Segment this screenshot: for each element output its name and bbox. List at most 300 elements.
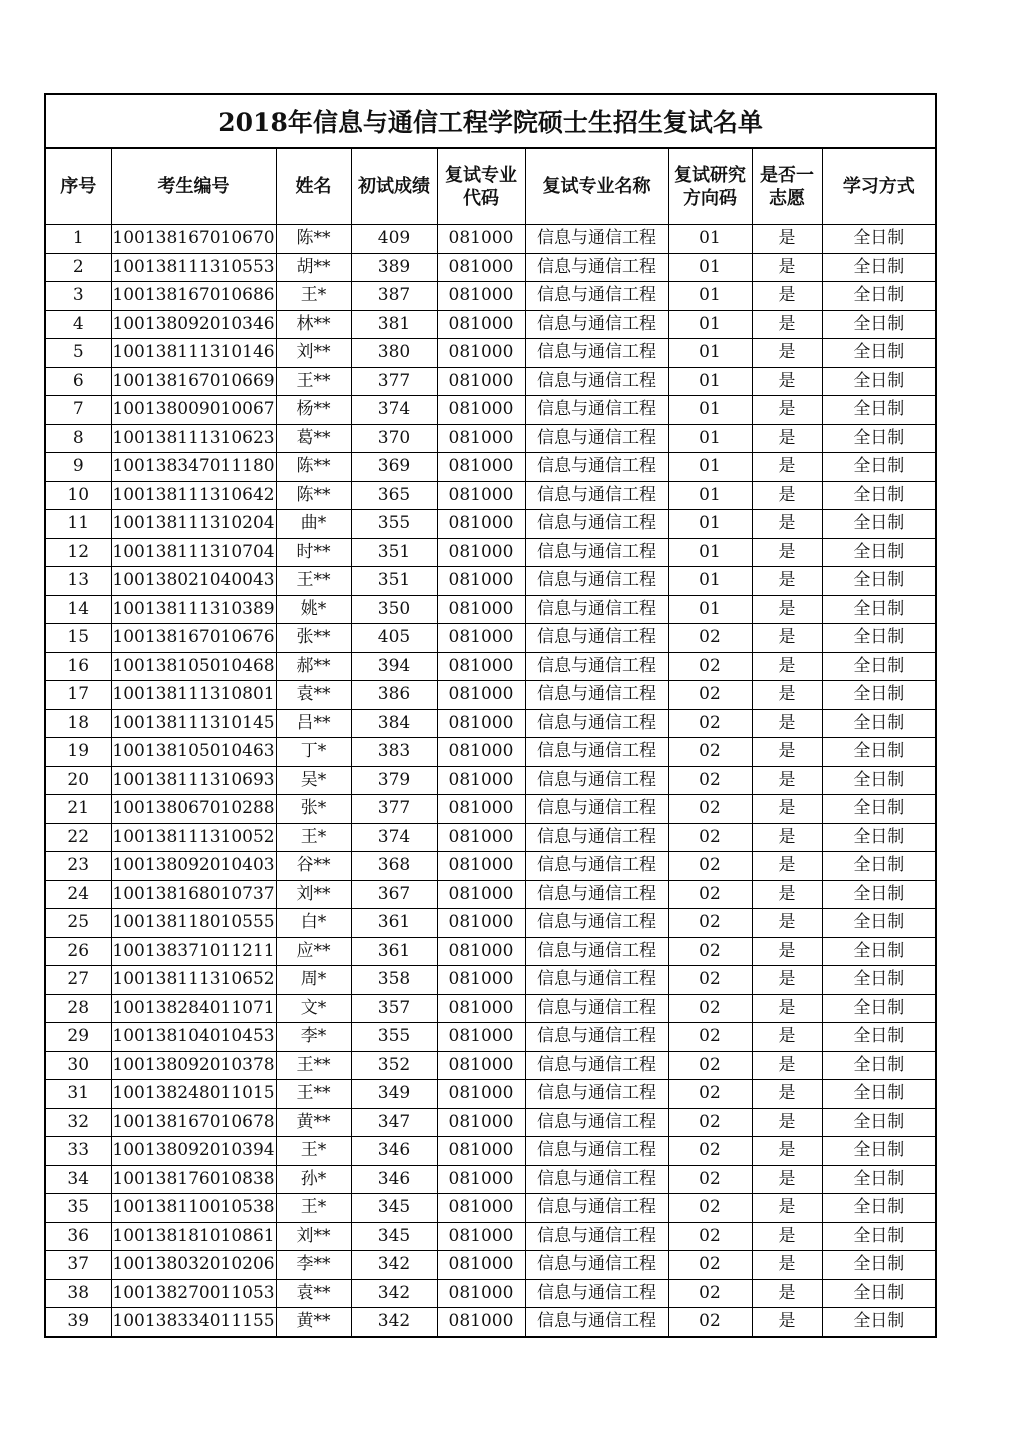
cell-study-mode: 全日制 bbox=[822, 1165, 936, 1194]
cell-study-mode: 全日制 bbox=[822, 567, 936, 596]
cell-direction-code: 01 bbox=[668, 453, 752, 482]
cell-study-mode: 全日制 bbox=[822, 1023, 936, 1052]
cell-name: 姚* bbox=[276, 595, 351, 624]
cell-study-mode: 全日制 bbox=[822, 681, 936, 710]
cell-study-mode: 全日制 bbox=[822, 510, 936, 539]
header-index: 序号 bbox=[45, 148, 111, 225]
cell-major-name: 信息与通信工程 bbox=[525, 1108, 668, 1137]
cell-index: 8 bbox=[45, 424, 111, 453]
cell-direction-code: 02 bbox=[668, 994, 752, 1023]
cell-name: 丁* bbox=[276, 738, 351, 767]
cell-candidate-id: 100138111310146 bbox=[111, 339, 276, 368]
cell-major-code: 081000 bbox=[437, 1080, 525, 1109]
cell-index: 5 bbox=[45, 339, 111, 368]
cell-direction-code: 02 bbox=[668, 1051, 752, 1080]
table-row bbox=[45, 538, 936, 567]
cell-index: 13 bbox=[45, 567, 111, 596]
cell-study-mode: 全日制 bbox=[822, 937, 936, 966]
cell-major-name: 信息与通信工程 bbox=[525, 652, 668, 681]
cell-direction-code: 02 bbox=[668, 966, 752, 995]
cell-score: 342 bbox=[351, 1308, 437, 1337]
cell-major-code: 081000 bbox=[437, 396, 525, 425]
cell-candidate-id: 100138167010670 bbox=[111, 225, 276, 254]
cell-major-code: 081000 bbox=[437, 1279, 525, 1308]
cell-major-name: 信息与通信工程 bbox=[525, 1137, 668, 1166]
cell-index: 10 bbox=[45, 481, 111, 510]
cell-name: 陈** bbox=[276, 453, 351, 482]
cell-candidate-id: 100138067010288 bbox=[111, 795, 276, 824]
cell-direction-code: 02 bbox=[668, 652, 752, 681]
cell-major-code: 081000 bbox=[437, 282, 525, 311]
table-row bbox=[45, 481, 936, 510]
cell-score: 355 bbox=[351, 510, 437, 539]
cell-score: 380 bbox=[351, 339, 437, 368]
cell-first-choice: 是 bbox=[752, 994, 822, 1023]
cell-score: 345 bbox=[351, 1222, 437, 1251]
cell-candidate-id: 100138032010206 bbox=[111, 1251, 276, 1280]
table-row bbox=[45, 937, 936, 966]
cell-major-code: 081000 bbox=[437, 310, 525, 339]
cell-major-code: 081000 bbox=[437, 624, 525, 653]
cell-first-choice: 是 bbox=[752, 966, 822, 995]
table-row bbox=[45, 994, 936, 1023]
cell-direction-code: 01 bbox=[668, 567, 752, 596]
cell-direction-code: 02 bbox=[668, 1194, 752, 1223]
cell-major-name: 信息与通信工程 bbox=[525, 1308, 668, 1337]
cell-name: 刘** bbox=[276, 339, 351, 368]
cell-first-choice: 是 bbox=[752, 339, 822, 368]
cell-study-mode: 全日制 bbox=[822, 738, 936, 767]
cell-major-code: 081000 bbox=[437, 738, 525, 767]
cell-major-code: 081000 bbox=[437, 709, 525, 738]
cell-candidate-id: 100138181010861 bbox=[111, 1222, 276, 1251]
cell-score: 367 bbox=[351, 880, 437, 909]
cell-major-code: 081000 bbox=[437, 367, 525, 396]
cell-study-mode: 全日制 bbox=[822, 709, 936, 738]
table-row bbox=[45, 909, 936, 938]
table-row bbox=[45, 510, 936, 539]
cell-first-choice: 是 bbox=[752, 823, 822, 852]
cell-score: 352 bbox=[351, 1051, 437, 1080]
cell-direction-code: 02 bbox=[668, 1080, 752, 1109]
cell-study-mode: 全日制 bbox=[822, 1308, 936, 1337]
cell-major-name: 信息与通信工程 bbox=[525, 595, 668, 624]
table-row bbox=[45, 795, 936, 824]
cell-first-choice: 是 bbox=[752, 880, 822, 909]
cell-index: 15 bbox=[45, 624, 111, 653]
cell-index: 22 bbox=[45, 823, 111, 852]
cell-name: 吕** bbox=[276, 709, 351, 738]
cell-study-mode: 全日制 bbox=[822, 424, 936, 453]
cell-index: 32 bbox=[45, 1108, 111, 1137]
cell-first-choice: 是 bbox=[752, 282, 822, 311]
cell-direction-code: 02 bbox=[668, 795, 752, 824]
cell-major-code: 081000 bbox=[437, 510, 525, 539]
cell-score: 349 bbox=[351, 1080, 437, 1109]
cell-score: 384 bbox=[351, 709, 437, 738]
cell-index: 1 bbox=[45, 225, 111, 254]
cell-name: 孙* bbox=[276, 1165, 351, 1194]
table-row bbox=[45, 424, 936, 453]
cell-major-code: 081000 bbox=[437, 424, 525, 453]
cell-name: 时** bbox=[276, 538, 351, 567]
cell-direction-code: 02 bbox=[668, 766, 752, 795]
cell-major-name: 信息与通信工程 bbox=[525, 424, 668, 453]
cell-index: 26 bbox=[45, 937, 111, 966]
cell-candidate-id: 100138105010468 bbox=[111, 652, 276, 681]
cell-score: 346 bbox=[351, 1165, 437, 1194]
cell-candidate-id: 100138371011211 bbox=[111, 937, 276, 966]
cell-score: 361 bbox=[351, 909, 437, 938]
cell-first-choice: 是 bbox=[752, 1165, 822, 1194]
cell-score: 358 bbox=[351, 966, 437, 995]
header-study-mode: 学习方式 bbox=[822, 148, 936, 225]
cell-score: 347 bbox=[351, 1108, 437, 1137]
cell-direction-code: 01 bbox=[668, 510, 752, 539]
cell-major-name: 信息与通信工程 bbox=[525, 709, 668, 738]
cell-name: 刘** bbox=[276, 880, 351, 909]
cell-index: 28 bbox=[45, 994, 111, 1023]
cell-candidate-id: 100138092010378 bbox=[111, 1051, 276, 1080]
cell-study-mode: 全日制 bbox=[822, 624, 936, 653]
cell-candidate-id: 100138111310704 bbox=[111, 538, 276, 567]
cell-name: 刘** bbox=[276, 1222, 351, 1251]
cell-first-choice: 是 bbox=[752, 937, 822, 966]
cell-direction-code: 02 bbox=[668, 1279, 752, 1308]
cell-name: 郝** bbox=[276, 652, 351, 681]
cell-major-name: 信息与通信工程 bbox=[525, 823, 668, 852]
cell-score: 342 bbox=[351, 1279, 437, 1308]
cell-name: 陈** bbox=[276, 225, 351, 254]
cell-first-choice: 是 bbox=[752, 709, 822, 738]
cell-name: 杨** bbox=[276, 396, 351, 425]
cell-study-mode: 全日制 bbox=[822, 994, 936, 1023]
cell-major-code: 081000 bbox=[437, 453, 525, 482]
cell-major-code: 081000 bbox=[437, 1165, 525, 1194]
cell-index: 33 bbox=[45, 1137, 111, 1166]
cell-candidate-id: 100138111310623 bbox=[111, 424, 276, 453]
cell-major-code: 081000 bbox=[437, 681, 525, 710]
cell-first-choice: 是 bbox=[752, 1251, 822, 1280]
cell-score: 342 bbox=[351, 1251, 437, 1280]
cell-name: 王* bbox=[276, 1194, 351, 1223]
cell-candidate-id: 100138167010686 bbox=[111, 282, 276, 311]
cell-name: 张* bbox=[276, 795, 351, 824]
cell-study-mode: 全日制 bbox=[822, 852, 936, 881]
cell-index: 21 bbox=[45, 795, 111, 824]
page-title: 2018年信息与通信工程学院硕士生招生复试名单 bbox=[45, 94, 936, 148]
cell-major-name: 信息与通信工程 bbox=[525, 994, 668, 1023]
table-row bbox=[45, 652, 936, 681]
table-row bbox=[45, 852, 936, 881]
cell-first-choice: 是 bbox=[752, 1108, 822, 1137]
cell-name: 胡** bbox=[276, 253, 351, 282]
cell-major-name: 信息与通信工程 bbox=[525, 966, 668, 995]
table-row bbox=[45, 339, 936, 368]
cell-candidate-id: 100138347011180 bbox=[111, 453, 276, 482]
cell-candidate-id: 100138270011053 bbox=[111, 1279, 276, 1308]
cell-study-mode: 全日制 bbox=[822, 282, 936, 311]
cell-major-name: 信息与通信工程 bbox=[525, 738, 668, 767]
cell-major-name: 信息与通信工程 bbox=[525, 624, 668, 653]
cell-major-code: 081000 bbox=[437, 1023, 525, 1052]
cell-score: 370 bbox=[351, 424, 437, 453]
cell-index: 7 bbox=[45, 396, 111, 425]
table-row bbox=[45, 567, 936, 596]
cell-major-code: 081000 bbox=[437, 994, 525, 1023]
table-row bbox=[45, 766, 936, 795]
header-major-name: 复试专业名称 bbox=[525, 148, 668, 225]
cell-name: 文* bbox=[276, 994, 351, 1023]
cell-index: 17 bbox=[45, 681, 111, 710]
cell-major-name: 信息与通信工程 bbox=[525, 538, 668, 567]
cell-index: 18 bbox=[45, 709, 111, 738]
cell-study-mode: 全日制 bbox=[822, 795, 936, 824]
cell-name: 谷** bbox=[276, 852, 351, 881]
cell-name: 曲* bbox=[276, 510, 351, 539]
header-major-code: 复试专业 代码 bbox=[437, 148, 525, 225]
table-row bbox=[45, 282, 936, 311]
cell-name: 应** bbox=[276, 937, 351, 966]
cell-candidate-id: 100138111310204 bbox=[111, 510, 276, 539]
cell-score: 345 bbox=[351, 1194, 437, 1223]
cell-direction-code: 02 bbox=[668, 852, 752, 881]
cell-study-mode: 全日制 bbox=[822, 880, 936, 909]
cell-major-code: 081000 bbox=[437, 766, 525, 795]
cell-major-code: 081000 bbox=[437, 538, 525, 567]
cell-first-choice: 是 bbox=[752, 453, 822, 482]
cell-score: 368 bbox=[351, 852, 437, 881]
cell-direction-code: 02 bbox=[668, 1308, 752, 1337]
cell-study-mode: 全日制 bbox=[822, 538, 936, 567]
cell-major-code: 081000 bbox=[437, 1108, 525, 1137]
cell-direction-code: 02 bbox=[668, 1023, 752, 1052]
cell-candidate-id: 100138111310389 bbox=[111, 595, 276, 624]
cell-major-code: 081000 bbox=[437, 823, 525, 852]
cell-first-choice: 是 bbox=[752, 652, 822, 681]
cell-major-code: 081000 bbox=[437, 225, 525, 254]
cell-index: 23 bbox=[45, 852, 111, 881]
cell-major-name: 信息与通信工程 bbox=[525, 481, 668, 510]
cell-direction-code: 02 bbox=[668, 823, 752, 852]
cell-direction-code: 02 bbox=[668, 681, 752, 710]
cell-direction-code: 01 bbox=[668, 396, 752, 425]
cell-study-mode: 全日制 bbox=[822, 310, 936, 339]
cell-major-name: 信息与通信工程 bbox=[525, 1194, 668, 1223]
table-row bbox=[45, 1279, 936, 1308]
cell-index: 6 bbox=[45, 367, 111, 396]
cell-direction-code: 01 bbox=[668, 595, 752, 624]
cell-score: 357 bbox=[351, 994, 437, 1023]
table-row bbox=[45, 738, 936, 767]
cell-direction-code: 02 bbox=[668, 709, 752, 738]
cell-direction-code: 01 bbox=[668, 481, 752, 510]
cell-name: 黄** bbox=[276, 1308, 351, 1337]
table-row bbox=[45, 1137, 936, 1166]
cell-first-choice: 是 bbox=[752, 567, 822, 596]
cell-score: 405 bbox=[351, 624, 437, 653]
cell-first-choice: 是 bbox=[752, 1194, 822, 1223]
cell-direction-code: 02 bbox=[668, 1251, 752, 1280]
header-row bbox=[45, 148, 936, 225]
cell-candidate-id: 100138167010669 bbox=[111, 367, 276, 396]
cell-major-name: 信息与通信工程 bbox=[525, 310, 668, 339]
cell-study-mode: 全日制 bbox=[822, 823, 936, 852]
cell-first-choice: 是 bbox=[752, 367, 822, 396]
cell-candidate-id: 100138111310652 bbox=[111, 966, 276, 995]
table-row bbox=[45, 1308, 936, 1337]
cell-major-code: 081000 bbox=[437, 1194, 525, 1223]
cell-study-mode: 全日制 bbox=[822, 1108, 936, 1137]
cell-study-mode: 全日制 bbox=[822, 1251, 936, 1280]
table-row bbox=[45, 1108, 936, 1137]
cell-first-choice: 是 bbox=[752, 538, 822, 567]
cell-major-code: 081000 bbox=[437, 937, 525, 966]
cell-major-name: 信息与通信工程 bbox=[525, 766, 668, 795]
cell-study-mode: 全日制 bbox=[822, 225, 936, 254]
cell-score: 355 bbox=[351, 1023, 437, 1052]
cell-major-code: 081000 bbox=[437, 652, 525, 681]
cell-name: 袁** bbox=[276, 1279, 351, 1308]
cell-major-code: 081000 bbox=[437, 1222, 525, 1251]
cell-candidate-id: 100138111310145 bbox=[111, 709, 276, 738]
cell-candidate-id: 100138284011071 bbox=[111, 994, 276, 1023]
cell-major-name: 信息与通信工程 bbox=[525, 396, 668, 425]
cell-major-name: 信息与通信工程 bbox=[525, 339, 668, 368]
cell-direction-code: 01 bbox=[668, 339, 752, 368]
cell-candidate-id: 100138167010678 bbox=[111, 1108, 276, 1137]
table-row bbox=[45, 1051, 936, 1080]
cell-major-code: 081000 bbox=[437, 253, 525, 282]
cell-score: 381 bbox=[351, 310, 437, 339]
cell-score: 369 bbox=[351, 453, 437, 482]
header-candidate-id: 考生编号 bbox=[111, 148, 276, 225]
cell-first-choice: 是 bbox=[752, 481, 822, 510]
cell-candidate-id: 100138334011155 bbox=[111, 1308, 276, 1337]
cell-name: 王** bbox=[276, 367, 351, 396]
cell-major-name: 信息与通信工程 bbox=[525, 1279, 668, 1308]
cell-study-mode: 全日制 bbox=[822, 339, 936, 368]
cell-candidate-id: 100138104010453 bbox=[111, 1023, 276, 1052]
cell-study-mode: 全日制 bbox=[822, 481, 936, 510]
cell-major-name: 信息与通信工程 bbox=[525, 852, 668, 881]
cell-score: 394 bbox=[351, 652, 437, 681]
cell-first-choice: 是 bbox=[752, 738, 822, 767]
header-score: 初试成绩 bbox=[351, 148, 437, 225]
cell-candidate-id: 100138168010737 bbox=[111, 880, 276, 909]
cell-index: 30 bbox=[45, 1051, 111, 1080]
table-row bbox=[45, 880, 936, 909]
cell-first-choice: 是 bbox=[752, 681, 822, 710]
cell-name: 张** bbox=[276, 624, 351, 653]
cell-index: 3 bbox=[45, 282, 111, 311]
cell-candidate-id: 100138167010676 bbox=[111, 624, 276, 653]
cell-candidate-id: 100138248011015 bbox=[111, 1080, 276, 1109]
header-first-choice: 是否一 志愿 bbox=[752, 148, 822, 225]
cell-first-choice: 是 bbox=[752, 396, 822, 425]
cell-first-choice: 是 bbox=[752, 424, 822, 453]
cell-score: 409 bbox=[351, 225, 437, 254]
cell-name: 黄** bbox=[276, 1108, 351, 1137]
cell-major-name: 信息与通信工程 bbox=[525, 1080, 668, 1109]
cell-candidate-id: 100138009010067 bbox=[111, 396, 276, 425]
table-row bbox=[45, 681, 936, 710]
table-body bbox=[45, 225, 936, 1337]
cell-direction-code: 01 bbox=[668, 424, 752, 453]
cell-direction-code: 01 bbox=[668, 310, 752, 339]
cell-first-choice: 是 bbox=[752, 1222, 822, 1251]
cell-direction-code: 01 bbox=[668, 367, 752, 396]
cell-score: 377 bbox=[351, 795, 437, 824]
cell-score: 361 bbox=[351, 937, 437, 966]
cell-index: 24 bbox=[45, 880, 111, 909]
cell-major-name: 信息与通信工程 bbox=[525, 1165, 668, 1194]
cell-major-name: 信息与通信工程 bbox=[525, 225, 668, 254]
cell-candidate-id: 100138111310642 bbox=[111, 481, 276, 510]
cell-major-name: 信息与通信工程 bbox=[525, 1051, 668, 1080]
cell-score: 389 bbox=[351, 253, 437, 282]
cell-index: 39 bbox=[45, 1308, 111, 1337]
cell-index: 20 bbox=[45, 766, 111, 795]
cell-first-choice: 是 bbox=[752, 852, 822, 881]
cell-candidate-id: 100138111310801 bbox=[111, 681, 276, 710]
cell-first-choice: 是 bbox=[752, 1308, 822, 1337]
cell-name: 袁** bbox=[276, 681, 351, 710]
cell-first-choice: 是 bbox=[752, 1051, 822, 1080]
cell-study-mode: 全日制 bbox=[822, 766, 936, 795]
cell-name: 陈** bbox=[276, 481, 351, 510]
cell-major-name: 信息与通信工程 bbox=[525, 909, 668, 938]
cell-major-code: 081000 bbox=[437, 339, 525, 368]
cell-direction-code: 02 bbox=[668, 880, 752, 909]
cell-major-name: 信息与通信工程 bbox=[525, 253, 668, 282]
cell-name: 王** bbox=[276, 1080, 351, 1109]
cell-major-name: 信息与通信工程 bbox=[525, 880, 668, 909]
cell-first-choice: 是 bbox=[752, 1279, 822, 1308]
cell-study-mode: 全日制 bbox=[822, 909, 936, 938]
table-row bbox=[45, 1165, 936, 1194]
cell-name: 王** bbox=[276, 567, 351, 596]
cell-direction-code: 02 bbox=[668, 738, 752, 767]
cell-major-name: 信息与通信工程 bbox=[525, 937, 668, 966]
cell-candidate-id: 100138111310052 bbox=[111, 823, 276, 852]
cell-study-mode: 全日制 bbox=[822, 367, 936, 396]
cell-index: 31 bbox=[45, 1080, 111, 1109]
cell-index: 34 bbox=[45, 1165, 111, 1194]
cell-score: 346 bbox=[351, 1137, 437, 1166]
cell-index: 12 bbox=[45, 538, 111, 567]
table-row bbox=[45, 709, 936, 738]
cell-direction-code: 02 bbox=[668, 937, 752, 966]
cell-study-mode: 全日制 bbox=[822, 1222, 936, 1251]
table-row bbox=[45, 1023, 936, 1052]
cell-major-name: 信息与通信工程 bbox=[525, 367, 668, 396]
cell-score: 374 bbox=[351, 823, 437, 852]
cell-candidate-id: 100138092010403 bbox=[111, 852, 276, 881]
cell-first-choice: 是 bbox=[752, 310, 822, 339]
table-row bbox=[45, 1222, 936, 1251]
cell-major-code: 081000 bbox=[437, 909, 525, 938]
header-direction-code: 复试研究 方向码 bbox=[668, 148, 752, 225]
cell-name: 王* bbox=[276, 823, 351, 852]
cell-index: 11 bbox=[45, 510, 111, 539]
cell-major-code: 081000 bbox=[437, 1051, 525, 1080]
cell-major-code: 081000 bbox=[437, 852, 525, 881]
cell-major-code: 081000 bbox=[437, 567, 525, 596]
cell-name: 李* bbox=[276, 1023, 351, 1052]
cell-first-choice: 是 bbox=[752, 1137, 822, 1166]
cell-score: 386 bbox=[351, 681, 437, 710]
